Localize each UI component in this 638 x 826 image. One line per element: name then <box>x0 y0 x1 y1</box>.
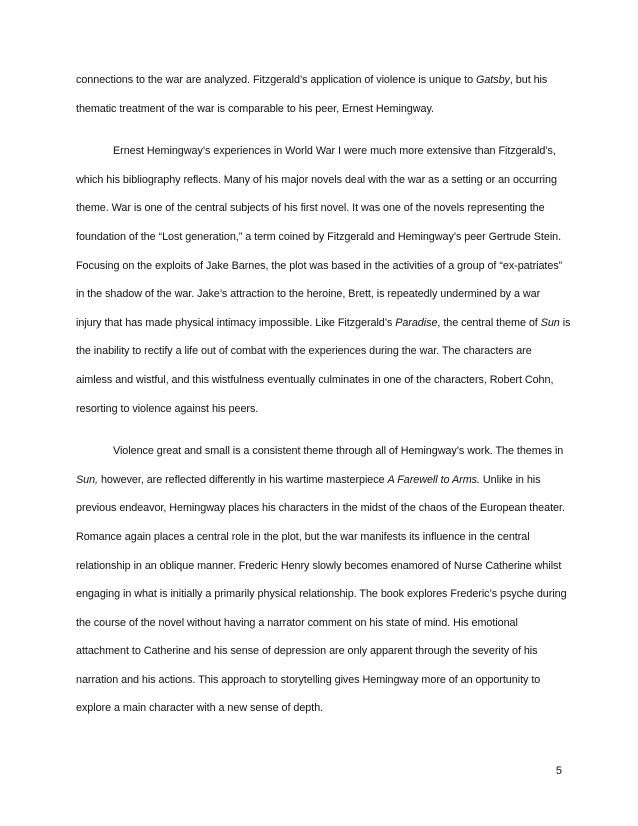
text-line <box>76 466 562 495</box>
italic-title: A Farewell to Arms. <box>387 473 480 486</box>
text-run: however, are reflected differently in his wartime masterpiece <box>98 473 388 486</box>
text-run: relationship in an oblique manner. Frederic Henry slowly becomes enamored of Nurse Catherine whilst <box>76 559 562 572</box>
text-run: thematic treatment of the war is comparable to his peer, Ernest Hemingway. <box>76 102 434 115</box>
text-line <box>76 137 562 166</box>
text-run: Violence great and small is a consistent theme through all of Hemingway’s work. The themes in <box>113 445 564 458</box>
text-line <box>76 666 562 695</box>
text-run: attachment to Catherine and his sense of depression are only apparent through the severity of his <box>76 645 538 658</box>
paragraph <box>76 437 567 723</box>
text-run: is <box>559 316 571 329</box>
text-run: theme. War is one of the central subjects of his first novel. It was one of the novels representing the <box>76 202 545 215</box>
text-line <box>76 223 562 252</box>
text-line <box>76 366 562 395</box>
text-run: in the shadow of the war. Jake’s attraction to the heroine, Brett, is repeatedly undermined by a war <box>76 288 541 301</box>
text-run: narration and his actions. This approach to storytelling gives Hemingway more of an opportunity to <box>76 673 541 686</box>
text-run: Unlike in his <box>479 473 541 486</box>
body-text <box>76 66 571 723</box>
text-run: Romance again places a central role in the plot, but the war manifests its influence in the central <box>76 530 530 543</box>
italic-title: Sun <box>540 316 560 329</box>
paragraph <box>76 66 562 123</box>
text-line <box>76 309 571 338</box>
text-run: aimless and wistful, and this wistfulness eventually culminates in one of the characters, Robert Cohn, <box>76 373 554 386</box>
text-line <box>76 523 562 552</box>
italic-title: Paradise <box>395 316 438 329</box>
paragraph-gap <box>76 423 562 437</box>
text-line <box>76 637 562 666</box>
text-line <box>76 437 562 466</box>
text-line <box>76 395 562 424</box>
text-run: foundation of the “Lost generation,” a term coined by Fitzgerald and Hemingway’s peer Gertrude Stein. <box>76 230 562 243</box>
text-line <box>76 609 562 638</box>
text-run: Ernest Hemingway’s experiences in World War I were much more extensive than Fitzgerald’s, <box>113 145 556 158</box>
paragraph-gap <box>76 123 562 137</box>
text-run: , the central theme of <box>437 316 541 329</box>
text-line <box>76 337 562 366</box>
page-number: 5 <box>555 765 562 777</box>
text-line <box>76 252 562 281</box>
text-run: Focusing on the exploits of Jake Barnes, the plot was based in the activities of a group of “ex-patriates” <box>76 259 563 272</box>
paragraph <box>76 137 571 423</box>
text-run: resorting to violence against his peers. <box>76 402 259 415</box>
text-line <box>76 95 562 124</box>
italic-title: Sun, <box>76 473 99 486</box>
text-run: the inability to rectify a life out of combat with the experiences during the war. The characters are <box>76 345 532 358</box>
text-line <box>76 194 562 223</box>
text-run: which his bibliography reflects. Many of his major novels deal with the war as a setting or an occurring <box>76 173 557 186</box>
text-run: engaging in what is initially a primarily physical relationship. The book explores Frederic’s psyche during <box>76 588 567 601</box>
text-run: injury that has made physical intimacy impossible. Like Fitzgerald’s <box>76 316 396 329</box>
text-run: previous endeavor, Hemingway places his characters in the midst of the chaos of the European theater. <box>76 502 565 515</box>
italic-title: Gatsby <box>475 74 510 86</box>
text-line <box>76 494 565 523</box>
text-run: , but his <box>509 74 548 86</box>
text-run: connections to the war are analyzed. Fitzgerald’s application of violence is unique to <box>76 74 476 86</box>
text-run: the course of the novel without having a narrator comment on his state of mind. His emotional <box>76 616 518 629</box>
text-line <box>76 694 562 723</box>
text-run: explore a main character with a new sense of depth. <box>76 702 324 715</box>
text-line <box>76 66 562 95</box>
text-line <box>76 280 562 309</box>
text-line <box>76 580 567 609</box>
text-line <box>76 166 562 195</box>
text-line <box>76 552 562 581</box>
